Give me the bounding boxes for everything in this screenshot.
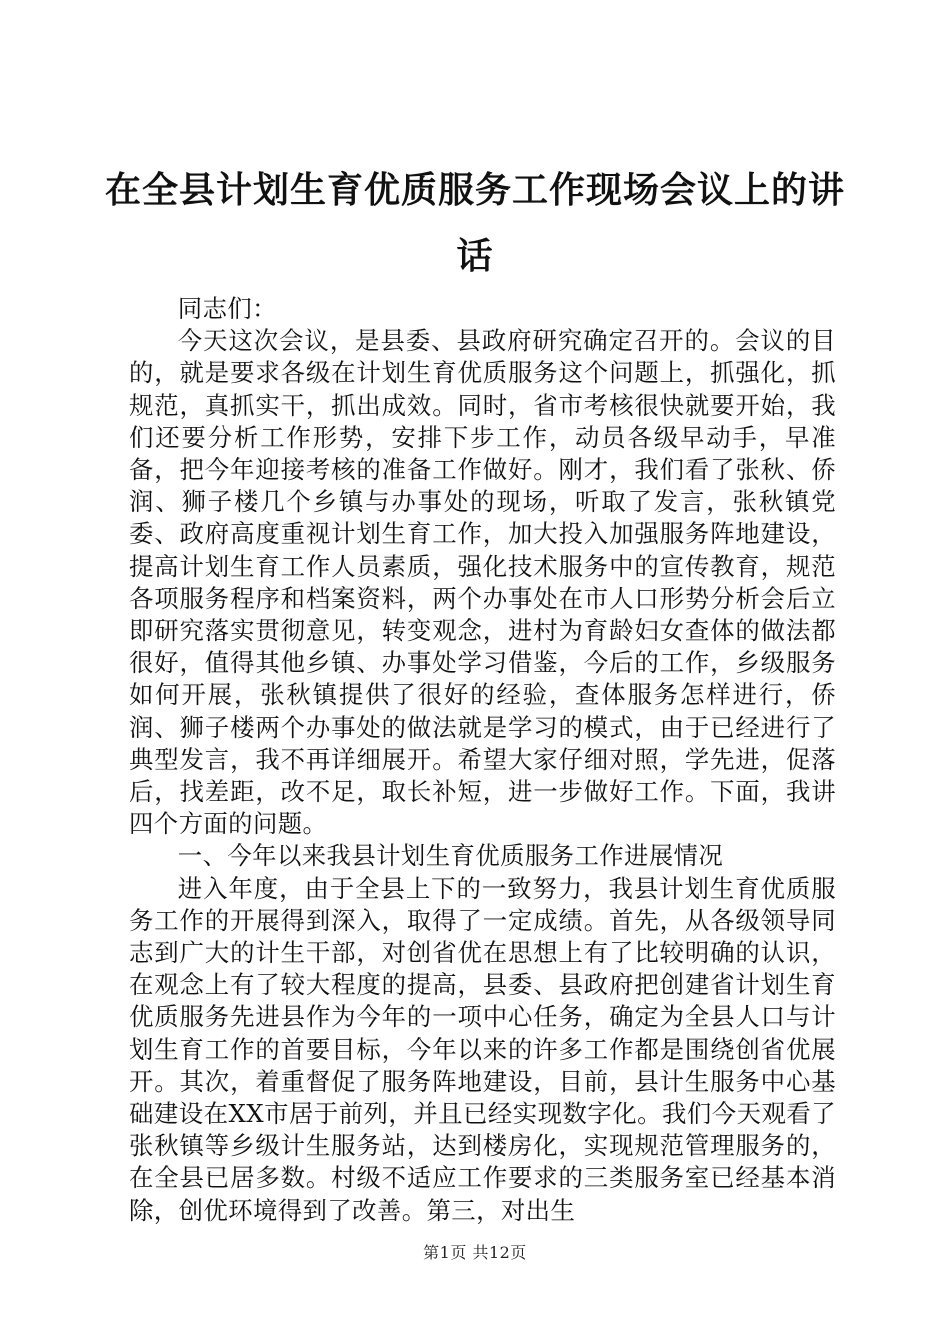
paragraph-progress: 进入年度，由于全县上下的一致努力，我县计划生育优质服务工作的开展得到深入，取得了一定成绩。首先，从各级领导同志到广大的计生干部，对创省优在思想上有了比较明确的认识，在观念上有了较大程度的提高，县委、县政府把创建省计划生育优质服务先进县作为今年的一项中心任务，确定为全县人口与计划生育工作的首要目标，今年以来的许多工作都是围绕创省优展开。其次，着重督促了服务阵地建设，目前，县计生服务中心基础建设在XX市居于前列，并且已经实现数字化。我们今天观看了张秋镇等乡级计生服务站，达到楼房化，实现规范管理服务的，在全县已居多数。村级不适应工作要求的三类服务室已经基本消除，创优环境得到了改善。第三，对出生 bbox=[129, 873, 836, 1225]
section-heading: 一、今年以来我县计划生育优质服务工作进展情况 bbox=[177, 841, 724, 871]
page-number-footer: 第1页 共12页 bbox=[423, 1243, 527, 1262]
document-title: 在全县计划生育优质服务工作现场会议上的讲话 bbox=[104, 170, 845, 277]
paragraph-opening: 今天这次会议，是县委、县政府研究确定召开的。会议的目的，就是要求各级在计划生育优质服务这个问题上，抓强化，抓规范，真抓实干，抓出成效。同时，省市考核很快就要开始，我们还要分析工作形势，安排下步工作，动员各级早动手，早准备，把今年迎接考核的准备工作做好。刚才，我们看了张秋、侨润、狮子楼几个乡镇与办事处的现场，听取了发言，张秋镇党委、政府高度重视计划生育工作，加大投入加强服务阵地建设，提高计划生育工作人员素质，强化技术服务中的宣传教育，规范各项服务程序和档案资料，两个办事处在市人口形势分析会后立即研究落实贯彻意见，转变观念，进村为育龄妇女查体的做法都很好，值得其他乡镇、办事处学习借鉴，今后的工作，乡级服务如何开展，张秋镇提供了很好的经验，查体服务怎样进行，侨润、狮子楼两个办事处的做法就是学习的模式，由于已经进行了典型发言，我不再详细展开。希望大家仔细对照，学先进，促落后，找差距，改不足，取长补短，进一步做好工作。下面，我讲四个方面的问题。 bbox=[129, 326, 836, 839]
salutation: 同志们： bbox=[177, 294, 277, 323]
document-body bbox=[129, 293, 836, 1227]
